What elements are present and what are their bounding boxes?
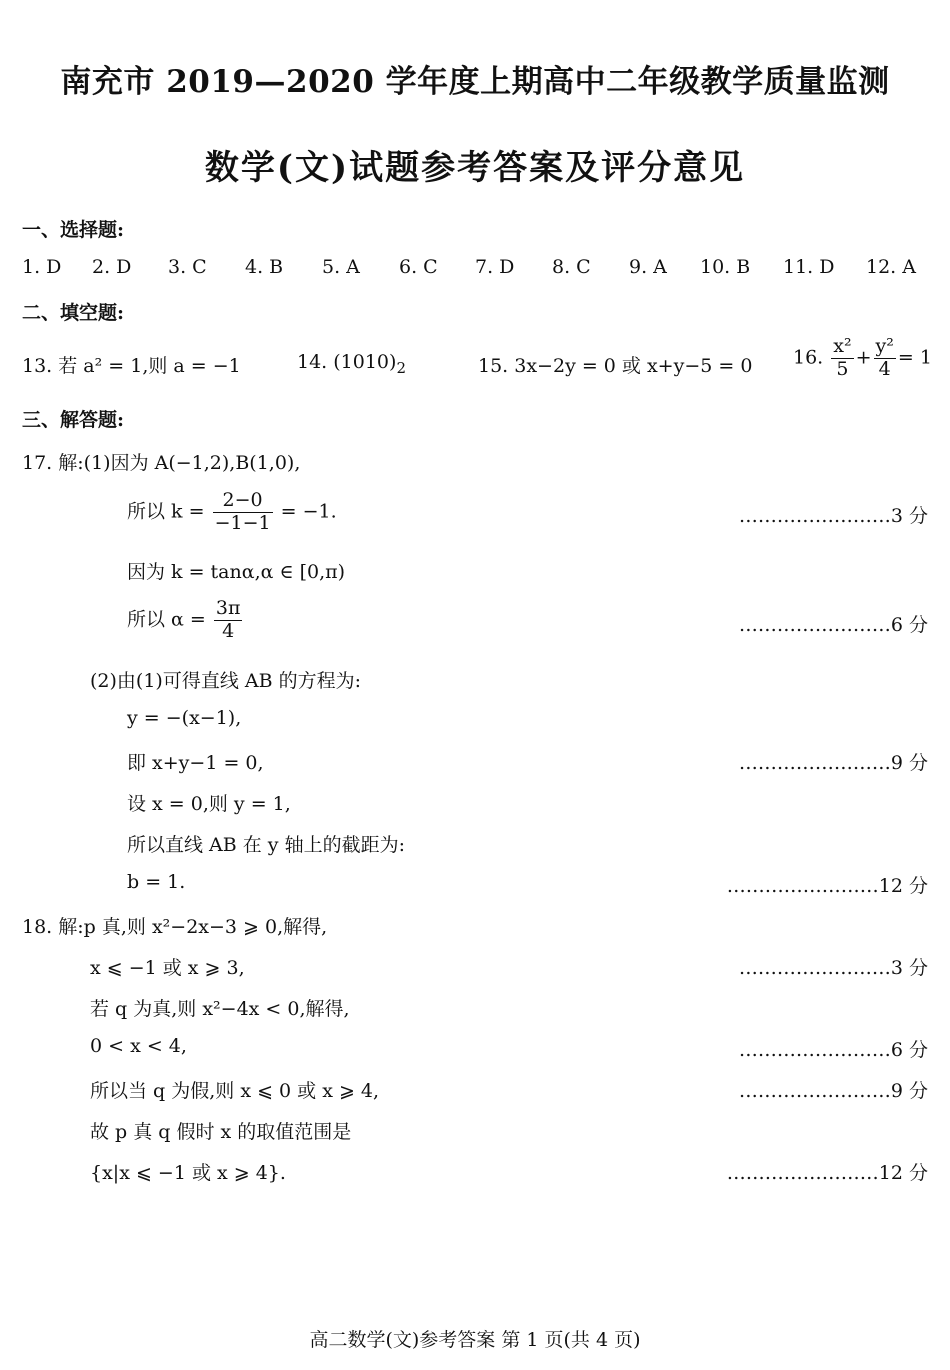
answer-8: 8. C bbox=[552, 256, 591, 278]
p17-line-8: 设 x = 0,则 y = 1, bbox=[127, 793, 291, 815]
answer-14-main: 14. (1010) bbox=[297, 351, 397, 373]
equals-one: = 1 bbox=[897, 346, 932, 369]
p17-l2-post: = −1. bbox=[280, 500, 337, 523]
answer-16-label: 16. bbox=[793, 346, 824, 369]
answer-6: 6. C bbox=[399, 256, 438, 278]
p18-score-9: ……………………9 分 bbox=[738, 1080, 928, 1102]
fraction-denominator: 5 bbox=[836, 357, 849, 380]
fraction-alpha bbox=[214, 598, 243, 643]
p18-line-1: 18. 解:p 真,则 x²−2x−3 ⩾ 0,解得, bbox=[22, 916, 328, 938]
p17-line-9: 所以直线 AB 在 y 轴上的截距为: bbox=[127, 834, 405, 856]
answer-1: 1. D bbox=[22, 256, 62, 278]
p18-score-12: ……………………12 分 bbox=[726, 1162, 928, 1184]
p17-line-2 bbox=[127, 490, 337, 535]
p18-line-7: {x|x ⩽ −1 或 x ⩾ 4}. bbox=[90, 1162, 286, 1184]
page-footer: 高二数学(文)参考答案 第 1 页(共 4 页) bbox=[309, 1329, 641, 1351]
p18-line-4: 0 < x < 4, bbox=[90, 1035, 187, 1057]
answer-15: 15. 3x−2y = 0 或 x+y−5 = 0 bbox=[478, 355, 753, 377]
answer-12: 12. A bbox=[866, 256, 916, 278]
fraction-y2-over-4 bbox=[874, 336, 896, 381]
answer-4: 4. B bbox=[245, 256, 284, 278]
p17-line-5: (2)由(1)可得直线 AB 的方程为: bbox=[90, 670, 361, 692]
answer-5: 5. A bbox=[322, 256, 360, 278]
section-heading-fill: 二、填空题: bbox=[22, 302, 125, 324]
p17-line-10: b = 1. bbox=[127, 871, 186, 893]
p17-line-3: 因为 k = tanα,α ∈ [0,π) bbox=[127, 561, 346, 583]
fraction-numerator: 3π bbox=[215, 597, 241, 619]
fraction-denominator: −1−1 bbox=[214, 511, 271, 534]
p17-line-7: 即 x+y−1 = 0, bbox=[127, 752, 264, 774]
p17-line-6: y = −(x−1), bbox=[127, 707, 242, 729]
p18-line-2: x ⩽ −1 或 x ⩾ 3, bbox=[90, 957, 245, 979]
p18-line-6: 故 p 真 q 假时 x 的取值范围是 bbox=[90, 1121, 352, 1143]
fraction-numerator: x² bbox=[833, 335, 852, 357]
p17-score-12: ……………………12 分 bbox=[726, 875, 928, 897]
p18-line-3: 若 q 为真,则 x²−4x < 0,解得, bbox=[90, 998, 350, 1020]
section-heading-choice: 一、选择题: bbox=[22, 219, 125, 241]
fraction-numerator: y² bbox=[875, 335, 894, 357]
p18-score-6: ……………………6 分 bbox=[738, 1039, 928, 1061]
answer-9: 9. A bbox=[629, 256, 667, 278]
page-subtitle: 数学(文)试题参考答案及评分意见 bbox=[204, 148, 746, 188]
answer-2: 2. D bbox=[92, 256, 132, 278]
fraction-denominator: 4 bbox=[222, 619, 235, 642]
p17-score-6: ……………………6 分 bbox=[738, 614, 928, 636]
answer-7: 7. D bbox=[475, 256, 515, 278]
answer-10: 10. B bbox=[700, 256, 751, 278]
p17-score-3: ……………………3 分 bbox=[738, 505, 928, 527]
answer-3: 3. C bbox=[168, 256, 207, 278]
fraction-x2-over-5 bbox=[831, 336, 853, 381]
answer-13: 13. 若 a² = 1,则 a = −1 bbox=[22, 355, 241, 377]
p17-l4-pre: 所以 α = bbox=[127, 608, 206, 631]
p18-score-3: ……………………3 分 bbox=[738, 957, 928, 979]
fraction-slope bbox=[213, 490, 273, 535]
p18-line-5: 所以当 q 为假,则 x ⩽ 0 或 x ⩾ 4, bbox=[90, 1080, 380, 1102]
answer-14 bbox=[297, 351, 406, 377]
plus-sign: + bbox=[855, 346, 872, 369]
page-title: 南充市 2019—2020 学年度上期高中二年级教学质量监测 bbox=[60, 64, 890, 100]
p17-line-4 bbox=[127, 598, 244, 643]
answer-16 bbox=[793, 336, 932, 381]
answer-14-subscript: 2 bbox=[396, 358, 406, 377]
p17-score-9: ……………………9 分 bbox=[738, 752, 928, 774]
answer-11: 11. D bbox=[783, 256, 835, 278]
p17-l2-pre: 所以 k = bbox=[127, 500, 205, 523]
fraction-denominator: 4 bbox=[878, 357, 891, 380]
p17-line-1: 17. 解:(1)因为 A(−1,2),B(1,0), bbox=[22, 452, 301, 474]
section-heading-solution: 三、解答题: bbox=[22, 409, 125, 431]
fraction-numerator: 2−0 bbox=[213, 490, 273, 513]
